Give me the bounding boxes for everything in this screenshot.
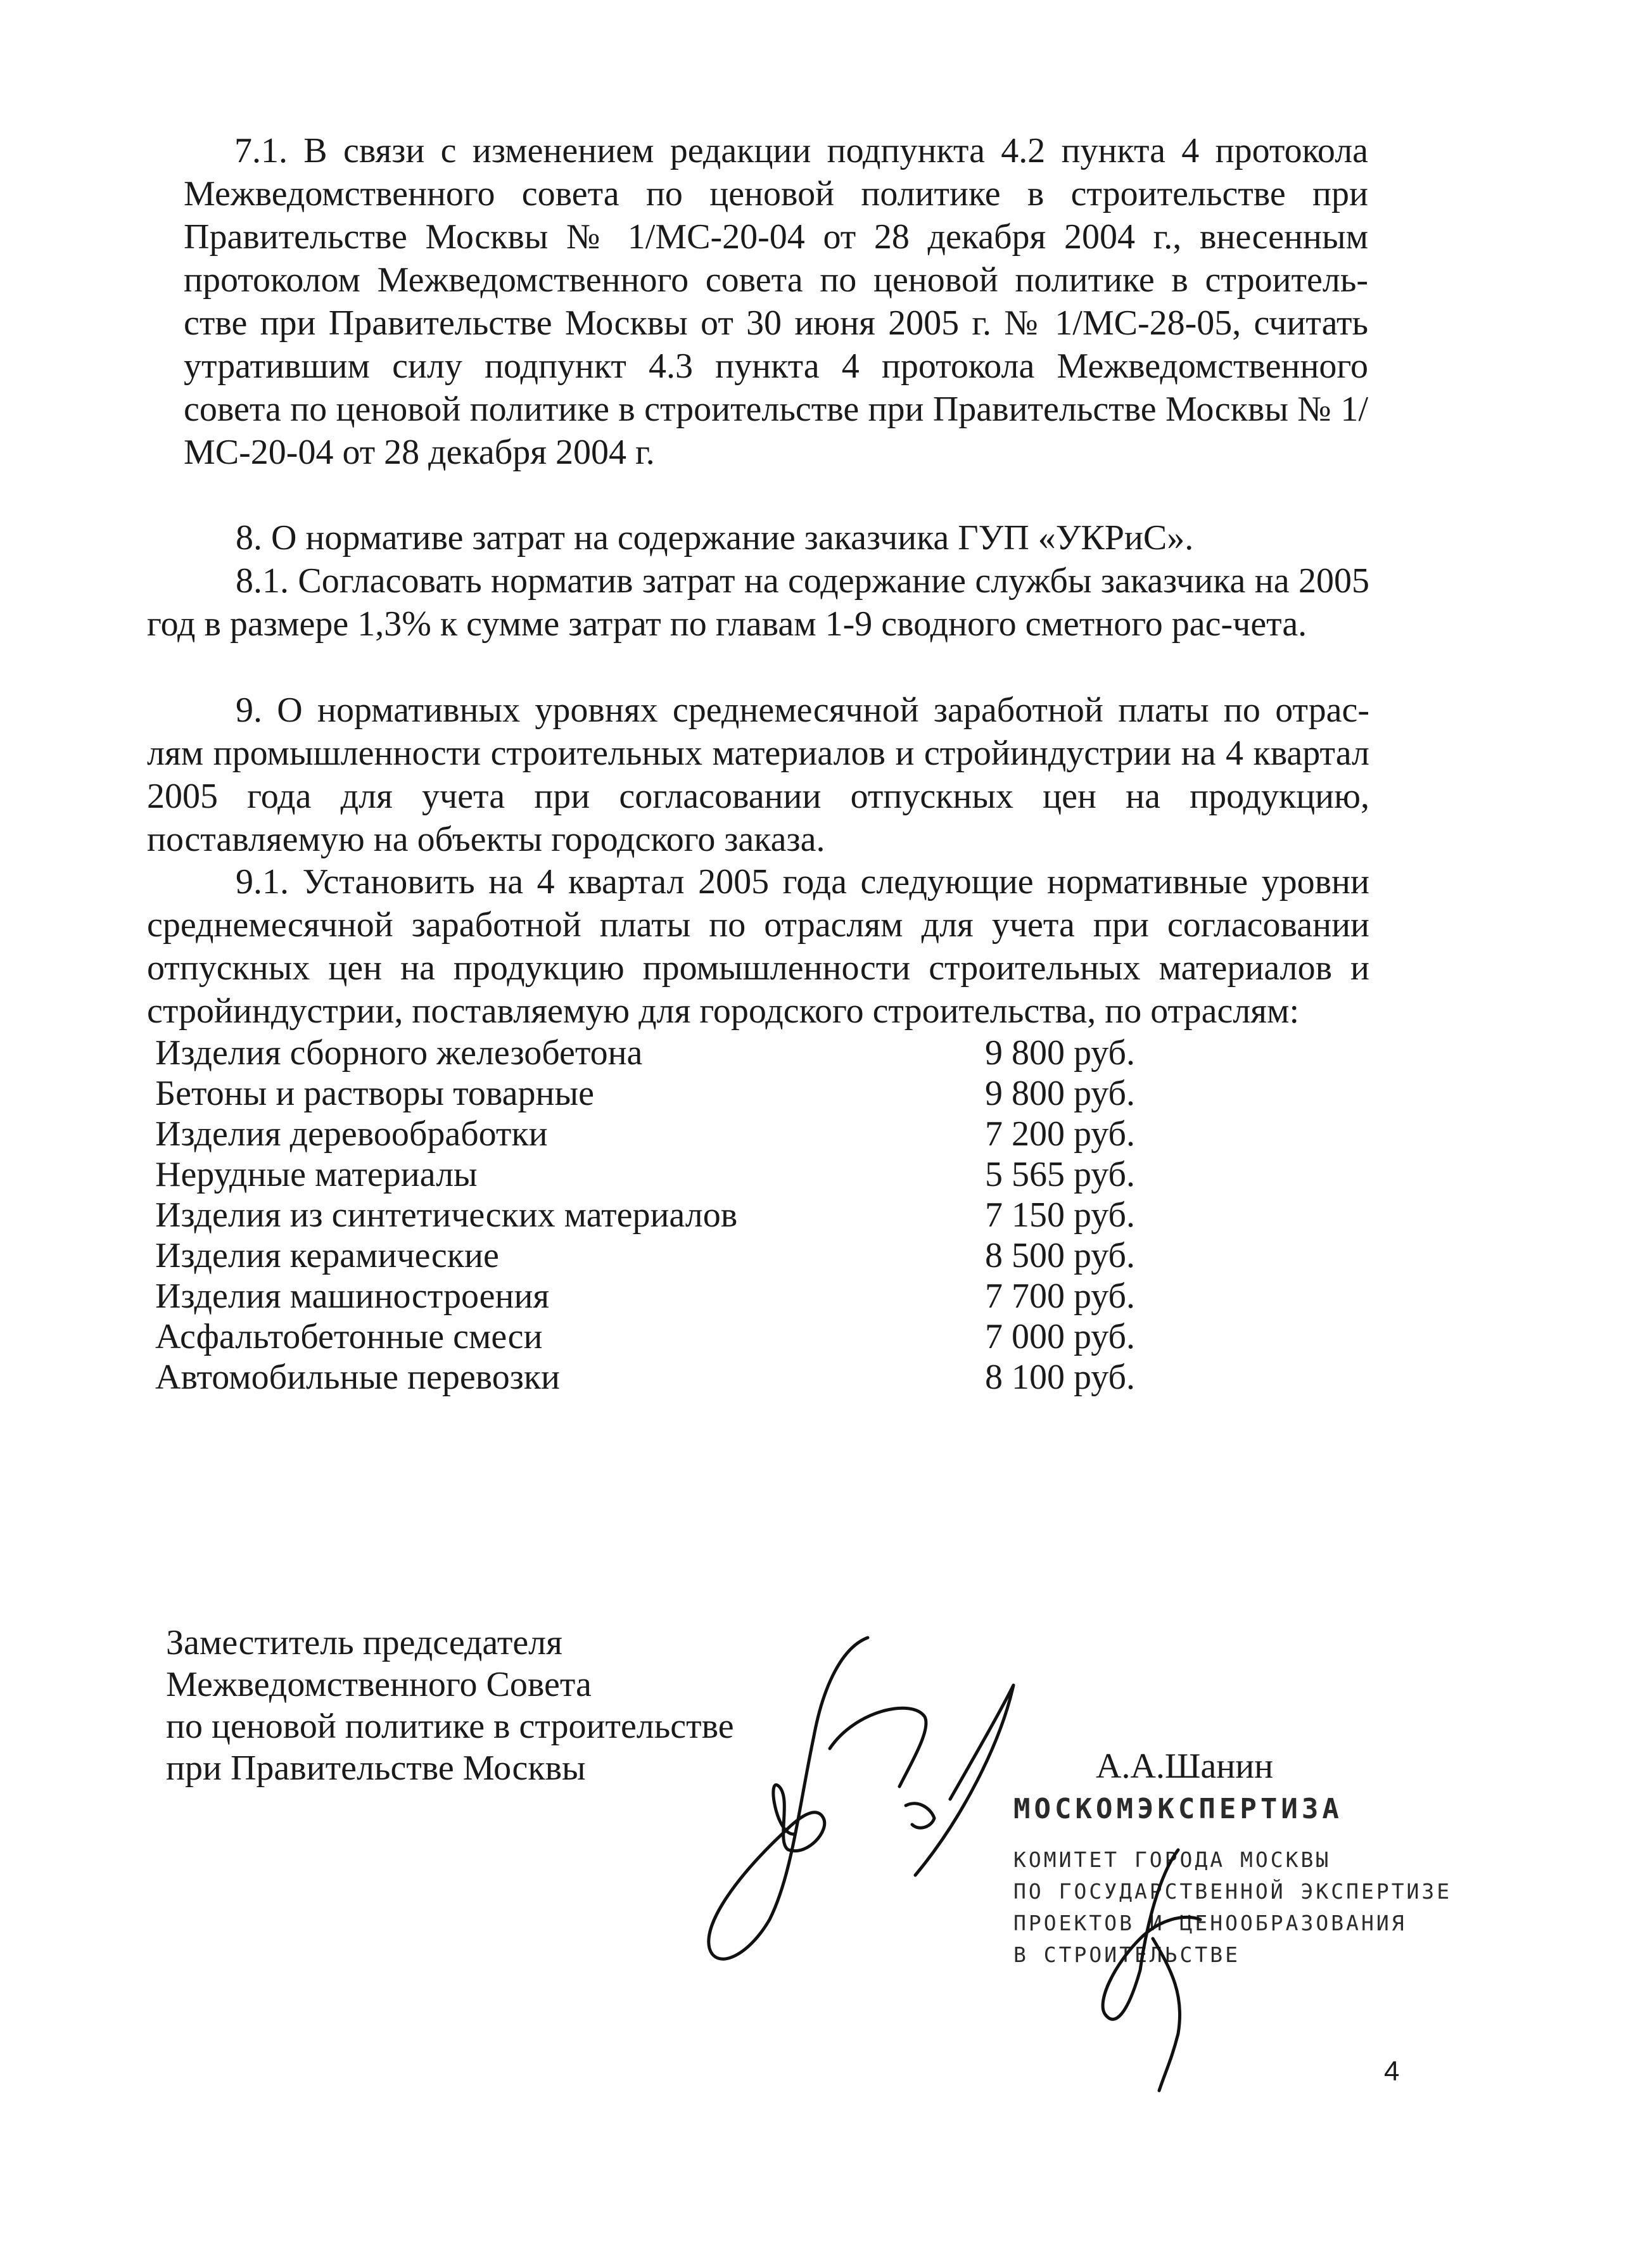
signer-title-line: по ценовой политике в строительстве (166, 1707, 734, 1746)
stamp-line: ПРОЕКТОВ И ЦЕНООБРАЗОВАНИЯ (1013, 1911, 1407, 1935)
page-number: 4 (1384, 2056, 1400, 2087)
rate-amount: 5 565 руб. (985, 1155, 1136, 1194)
stamp-line: ПО ГОСУДАРСТВЕННОЙ ЭКСПЕРТИЗЕ (1013, 1879, 1452, 1904)
rate-row (155, 1154, 1232, 1195)
rate-industry: Автомобильные перевозки (155, 1358, 561, 1397)
rate-amount: 8 100 руб. (985, 1358, 1136, 1397)
signature-stroke (773, 1785, 825, 1851)
rate-industry: Изделия сборного железобетона (155, 1033, 643, 1073)
rate-amount: 9 800 руб. (985, 1033, 1136, 1073)
stamp-title: МОСКОМЭКСПЕРТИЗА (1013, 1793, 1343, 1825)
paragraph-8-heading: 8. О нормативе затрат на содержание заказчика ГУП «УКРиС». (236, 518, 1194, 557)
signer-title-line: Заместитель председателя (166, 1623, 562, 1662)
rate-industry: Изделия деревообработки (155, 1114, 548, 1154)
rate-amount: 7 000 руб. (985, 1317, 1136, 1356)
rate-amount: 8 500 руб. (985, 1236, 1136, 1275)
rate-industry: Изделия машиностроения (155, 1277, 550, 1316)
rate-row (155, 1276, 1232, 1316)
rate-row (155, 1316, 1232, 1357)
rate-row (155, 1033, 1232, 1073)
rate-industry: Изделия из синтетических материалов (155, 1195, 738, 1235)
paragraph-9-1: 9.1. Установить на 4 квартал 2005 года следующие нормативные уровни среднемесячной заработной платы по отраслям для учета при согласовании отпускных цен на продукцию промышленности строительных материалов и стройиндустрии, поставляемую для городского строительства, по отраслям: (147, 862, 1369, 1031)
rate-row (155, 1114, 1232, 1154)
signature-stroke (830, 1708, 926, 1787)
rate-amount: 9 800 руб. (985, 1074, 1136, 1113)
rate-industry: Изделия керамические (155, 1236, 499, 1275)
rate-row (155, 1073, 1232, 1114)
rate-industry: Бетоны и растворы товарные (155, 1074, 594, 1113)
signer-title-line: Межведомственного Совета (166, 1665, 592, 1704)
rate-amount: 7 200 руб. (985, 1114, 1136, 1154)
signer-title-line: при Правительстве Москвы (166, 1749, 586, 1788)
paragraph-7-1: 7.1. В связи с изменением редакции подпункта 4.2 пункта 4 протокола Межведомственного совета по ценовой политике в строительстве при Правительстве Москвы № 1/МС-20-04 от 28 декабря 2004 г., внесенным протоколом Межведомственного совета по ценовой политике в строитель-стве при Правительстве Москвы от 30 июня 2005 г. № 1/МС-28-05, считать утратившим силу подпункт 4.3 пункта 4 протокола Межведомственного совета по ценовой политике в строительстве при Правительстве Москвы № 1/МС-20-04 от 28 декабря 2004 г. (184, 131, 1368, 472)
signature-stroke (906, 1804, 934, 1828)
rate-industry: Асфальтобетонные смеси (155, 1317, 543, 1356)
wage-rates-list (155, 1033, 1232, 1398)
paragraph-8-1: 8.1. Согласовать норматив затрат на содержание службы заказчика на 2005 год в размере 1,3% к сумме затрат по главам 1-9 сводного сметного рас-чета. (147, 561, 1369, 644)
rate-amount: 7 700 руб. (985, 1277, 1136, 1316)
rate-row (155, 1357, 1232, 1398)
rate-row (155, 1195, 1232, 1235)
paragraph-9-heading: 9. О нормативных уровнях среднемесячной заработной платы по отрас-лям промышленности строительных материалов и стройиндустрии на 4 квартал 2005 года для учета при согласовании отпускных цен на продукцию, поставляемую на объекты городского заказа. (147, 691, 1369, 859)
signer-name: А.А.Шанин (1096, 1747, 1274, 1786)
rate-row (155, 1235, 1232, 1276)
stamp-line: В СТРОИТЕЛЬСТВЕ (1013, 1942, 1241, 1967)
official-stamp (1013, 1793, 1452, 1971)
stamp-line: КОМИТЕТ ГОРОДА МОСКВЫ (1013, 1847, 1331, 1872)
rate-industry: Нерудные материалы (155, 1155, 478, 1194)
signer-title-block (166, 1622, 734, 1789)
signature-stroke (915, 1685, 1013, 1875)
rate-amount: 7 150 руб. (985, 1195, 1136, 1235)
